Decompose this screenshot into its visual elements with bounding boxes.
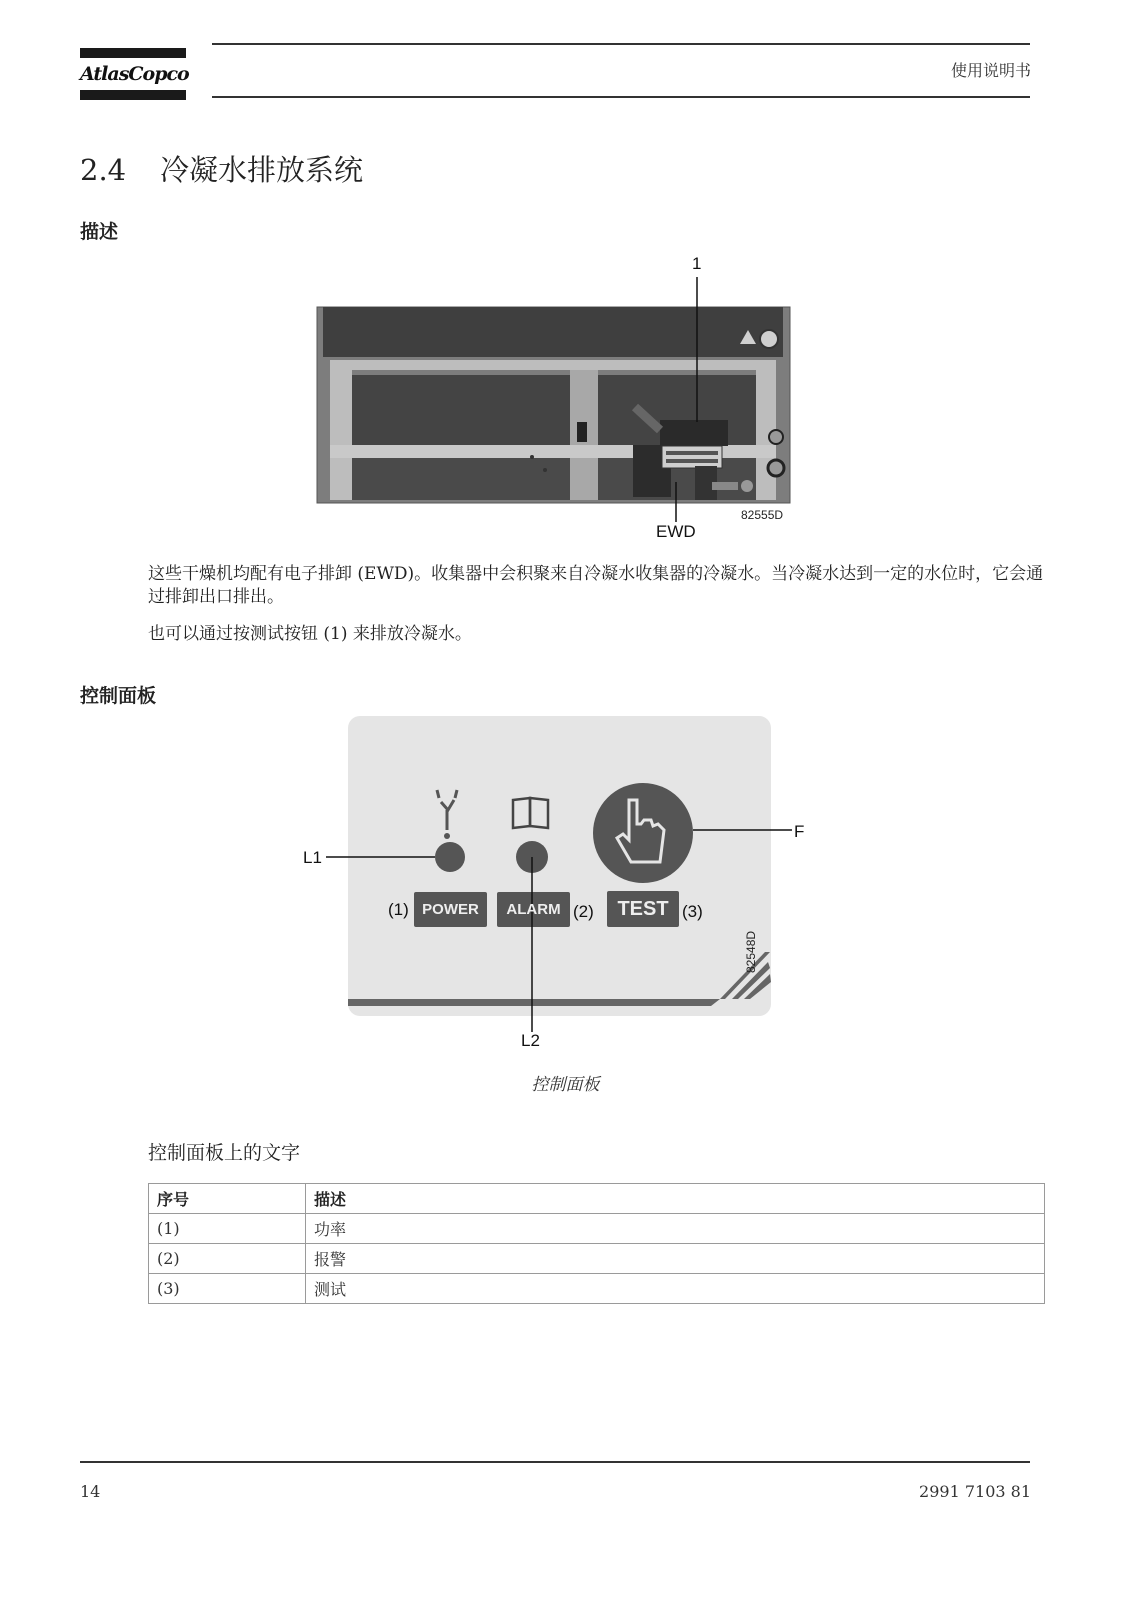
table-header-row [149,1184,1045,1214]
control-panel-illustration [300,712,810,1052]
column-header-number: 序号 [149,1184,306,1214]
section-title-text: 冷凝水排放系统 [160,153,364,187]
callout-ewd-label: EWD [656,522,696,541]
dryer-illustration [300,260,820,550]
table-cell-number: (1) [149,1214,306,1244]
document-number: 2991 7103 81 [919,1482,1031,1501]
page-number: 14 [80,1482,101,1501]
label-l2: L2 [521,1031,540,1050]
description-heading: 描述 [80,221,119,243]
atlas-copco-logo [80,48,189,100]
table-cell-description: 功率 [306,1214,1045,1244]
control-panel-heading: 控制面板 [80,685,157,707]
button-1-number: (1) [388,900,409,919]
table-cell-description: 测试 [306,1274,1045,1304]
table-row [149,1274,1045,1304]
section-number: 2.4 [80,153,127,187]
dryer-figure-code: 82555D [741,508,784,522]
power-button-label: POWER [422,901,479,918]
description-paragraph-1: 这些干燥机均配有电子排卸 (EWD)。收集器中会积聚来自冷凝水收集器的冷凝水。当冷凝水达到一定的水位时，它会通过排卸出口排出。 [148,564,1044,607]
panel-text-table-title: 控制面板上的文字 [148,1142,301,1164]
label-f: F [794,822,805,841]
test-button-label: TEST [617,898,669,920]
panel-text-table [148,1183,1045,1304]
control-panel-figure-code: 82548D [744,930,758,973]
table-row [149,1214,1045,1244]
alarm-button-label: ALARM [506,901,561,918]
header-rule-top [212,43,1030,45]
header-rule-bottom [212,96,1030,98]
button-3-number: (3) [682,902,703,921]
column-header-description: 描述 [306,1184,1045,1214]
table-row [149,1244,1045,1274]
table-cell-description: 报警 [306,1244,1045,1274]
footer-rule [80,1461,1030,1463]
table-cell-number: (2) [149,1244,306,1274]
section-title [80,148,363,189]
document-type: 使用说明书 [950,61,1031,80]
logo-bar-top [80,48,186,58]
table-cell-number: (3) [149,1274,306,1304]
control-panel-caption: 控制面板 [531,1075,600,1095]
description-paragraph-2: 也可以通过按测试按钮 (1) 来排放冷凝水。 [148,624,472,644]
logo-wordmark: AtlasCopco [80,63,189,85]
button-2-number: (2) [573,902,594,921]
label-l1: L1 [303,848,322,867]
callout-1-label: 1 [692,254,702,273]
logo-bar-bottom [80,90,186,100]
